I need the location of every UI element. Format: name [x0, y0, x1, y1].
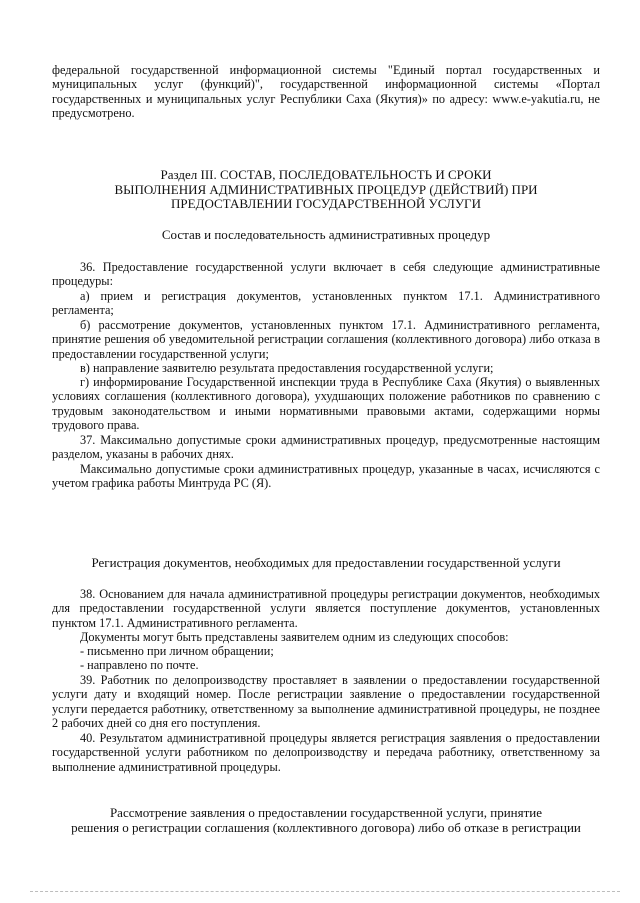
paragraph-37: 37. Максимально допустимые сроки административных процедур, предусмотренные настоящим разделом, указаны в рабочих днях. — [52, 433, 600, 462]
intro-paragraph: федеральной государственной информационной системы "Единый портал государственных и муниципальных услуг (функций)", государственной информационной системы «Портал государственных и муниципальных услуг Республики Саха (Якутия)» по адресу: www.e-yakutia.ru, не предусмотрено. — [52, 63, 600, 120]
paragraph-40: 40. Результатом административной процедуры является регистрация заявления о предоставлении государственной услуги работником по делопроизводству и передача работнику, ответственному за выполнение административной процедуры. — [52, 731, 600, 774]
paragraph-36d: г) информирование Государственной инспекции труда в Республике Саха (Якутия) о выявленных условиях соглашения (коллективного договора), ухудшающих положение работников по сравнению с трудовым законодательством и иными нормативными правовыми актами, содержащими нормы трудового права. — [52, 375, 600, 432]
subheading-composition: Состав и последовательность административных процедур — [161, 227, 491, 242]
subheading-review-line-1: Рассмотрение заявления о предоставлении государственной услуги, принятие — [109, 805, 543, 820]
subheading-review-line-2: решения о регистрации соглашения (коллективного договора) либо об отказе в регистрации — [71, 819, 581, 835]
paragraph-38-methods: Документы могут быть представлены заявителем одним из следующих способов: — [80, 630, 509, 644]
paragraph-38-method-personal: - письменно при личном обращении; — [80, 644, 274, 658]
paragraph-38: 38. Основанием для начала административной процедуры регистрации документов, необходимых для предоставлении государственной услуги является поступление документов, установленных пунктом 17.1. Административного регламента. — [52, 587, 600, 630]
paragraph-36a: а) прием и регистрация документов, установленных пунктом 17.1. Административного регламента; — [52, 289, 600, 318]
paragraph-36: 36. Предоставление государственной услуги включает в себя следующие административные процедуры: — [52, 260, 600, 289]
subheading-registration: Регистрация документов, необходимых для предоставлении государственной услуги — [91, 555, 561, 570]
section-title — [40, 168, 612, 212]
section-title-line-2: ВЫПОЛНЕНИЯ АДМИНИСТРАТИВНЫХ ПРОЦЕДУР (ДЕЙСТВИЙ) ПРИ — [114, 181, 538, 197]
paragraph-39: 39. Работник по делопроизводству проставляет в заявлении о предоставлении государственной услуги дату и входящий номер. После регистрации заявление о предоставлении государственной услуги передается работнику, ответственному за выполнение административной процедуры, не позднее 2 рабочих дней со дня его поступления. — [52, 673, 600, 730]
paragraph-37-hours: Максимально допустимые сроки административных процедур, указанные в часах, исчисляются с учетом графика работы Минтруда РС (Я). — [52, 462, 600, 491]
paragraph-38-method-mail: - направлено по почте. — [80, 658, 199, 672]
paragraph-36b: б) рассмотрение документов, установленных пунктом 17.1. Административного регламента, принятие решения об уведомительной регистрации соглашения (коллективного договора) либо отказа в предоставлении государственной услуги; — [52, 318, 600, 361]
scan-edge-line — [30, 891, 620, 892]
section-title-line-3: ПРЕДОСТАВЛЕНИИ ГОСУДАРСТВЕННОЙ УСЛУГИ — [171, 196, 481, 212]
subheading-review — [40, 806, 612, 835]
section-title-line-1: Раздел III. СОСТАВ, ПОСЛЕДОВАТЕЛЬНОСТЬ И СРОКИ — [160, 167, 492, 182]
paragraph-36c: в) направление заявителю результата предоставления государственной услуги; — [80, 361, 494, 375]
